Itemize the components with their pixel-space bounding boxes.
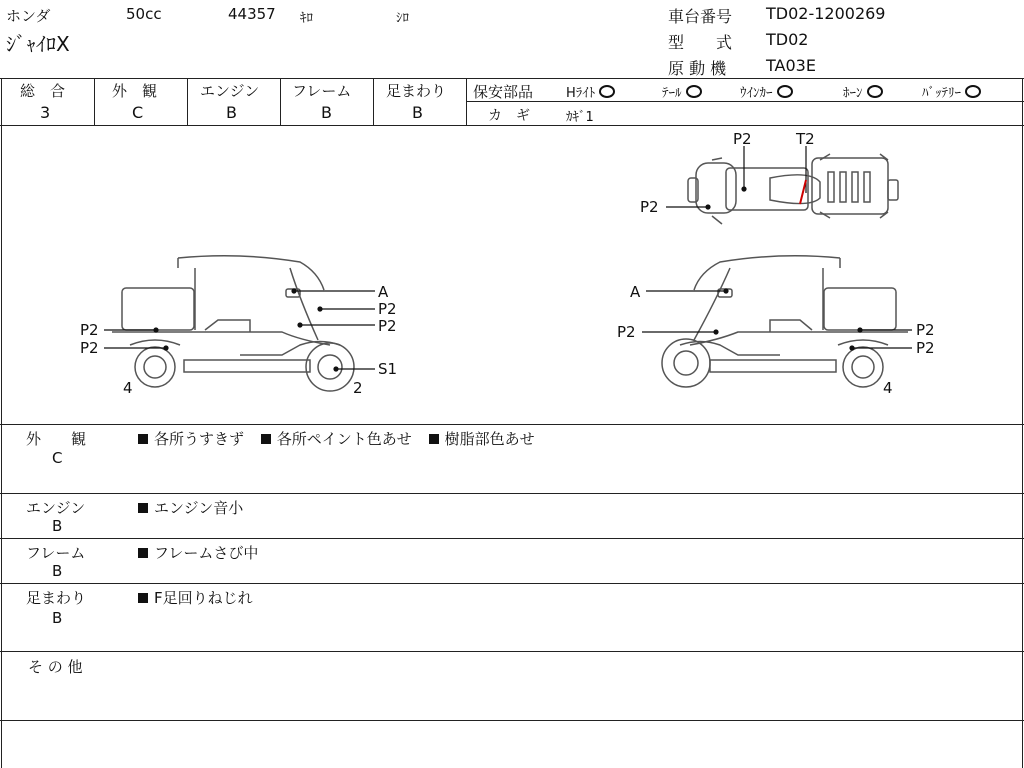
safety-tail: ﾃｰﾙ — [662, 82, 702, 101]
remark-suspension-grade: B — [52, 609, 63, 627]
left-rear-number: 4 — [123, 379, 133, 397]
engine-grade-label: エンジン — [200, 82, 260, 100]
type-label: 型 式 — [668, 33, 733, 52]
displacement: 50cc — [126, 5, 162, 23]
top-p2-label: P2 — [733, 130, 752, 148]
overall-label: 総 合 — [20, 82, 66, 100]
mileage: 44357 — [228, 5, 276, 23]
ok-circle-icon — [686, 85, 702, 98]
bullet-icon — [138, 503, 148, 513]
engine-grade: B — [226, 103, 237, 122]
frame-grade-label: フレーム — [292, 82, 352, 100]
key-label: カ ギ — [488, 108, 530, 124]
suspension-grade-label: 足まわり — [386, 82, 447, 100]
suspension-grade: B — [412, 103, 423, 122]
color: ｼﾛ — [396, 11, 409, 26]
left-p2-label: P2 — [378, 317, 397, 335]
right-number: 4 — [883, 379, 893, 397]
top-view-scooter — [688, 154, 898, 224]
damage-diagram — [0, 126, 1024, 426]
left-p2-label: P2 — [80, 321, 99, 339]
safety-headlight: Hﾗｲﾄ — [566, 82, 615, 101]
frame-no-label: 車台番号 — [668, 7, 733, 26]
right-a-label: A — [630, 283, 641, 301]
remark-engine-items: エンジン音小 — [138, 497, 243, 518]
remark-frame-label: フレーム — [26, 544, 86, 562]
left-p2-label: P2 — [80, 339, 99, 357]
overall-grade: 3 — [40, 103, 51, 122]
engine-label: 原 動 機 — [668, 59, 727, 78]
ok-circle-icon — [867, 85, 883, 98]
exterior-label: 外 観 — [112, 82, 158, 100]
remark-suspension-items: F足回りねじれ — [138, 587, 253, 608]
remark-frame-grade: B — [52, 562, 63, 580]
frame-grade: B — [321, 103, 332, 122]
right-p2-label: P2 — [916, 339, 935, 357]
remark-suspension-label: 足まわり — [26, 589, 87, 607]
remark-engine-grade: B — [52, 517, 63, 535]
bullet-icon — [138, 548, 148, 558]
bullet-icon — [429, 434, 439, 444]
model-name: ｼﾞｬｲﾛX — [6, 32, 70, 56]
bullet-icon — [138, 434, 148, 444]
right-p2-label: P2 — [617, 323, 636, 341]
ok-circle-icon — [599, 85, 615, 98]
remark-frame-items: フレームさび中 — [138, 542, 258, 563]
remark-engine-label: エンジン — [26, 499, 86, 517]
bullet-icon — [138, 593, 148, 603]
ok-circle-icon — [777, 85, 793, 98]
type-value: TD02 — [766, 30, 809, 49]
right-view-scooter — [662, 256, 908, 387]
engine-value: TA03E — [766, 56, 816, 75]
ok-circle-icon — [965, 85, 981, 98]
safety-label: 保安部品 — [473, 83, 534, 101]
safety-winker: ｳｲﾝｶｰ — [740, 82, 793, 101]
exterior-grade: C — [132, 103, 144, 122]
left-view-scooter — [112, 256, 354, 391]
maker: ホンダ — [6, 7, 51, 25]
safety-battery: ﾊﾞｯﾃﾘｰ — [922, 82, 981, 101]
remark-exterior-label: 外 観 — [26, 430, 87, 448]
remark-exterior-items: 各所うすきず 各所ペイント色あせ 樹脂部色あせ — [138, 428, 535, 449]
left-p2-label: P2 — [378, 300, 397, 318]
top-p2b-label: P2 — [640, 198, 659, 216]
left-a-label: A — [378, 283, 389, 301]
mileage-unit: ｷﾛ — [300, 11, 313, 26]
key-value: ｶｷﾞ1 — [566, 110, 594, 125]
frame-no: TD02-1200269 — [766, 4, 886, 23]
left-front-number: 2 — [353, 379, 363, 397]
safety-horn: ﾎｰﾝ — [843, 82, 883, 101]
right-p2-label: P2 — [916, 321, 935, 339]
remark-other-label: そ の 他 — [28, 658, 83, 676]
top-t2-label: T2 — [796, 130, 815, 148]
bullet-icon — [261, 434, 271, 444]
left-s1-label: S1 — [378, 360, 398, 378]
remark-exterior-grade: C — [52, 449, 63, 467]
